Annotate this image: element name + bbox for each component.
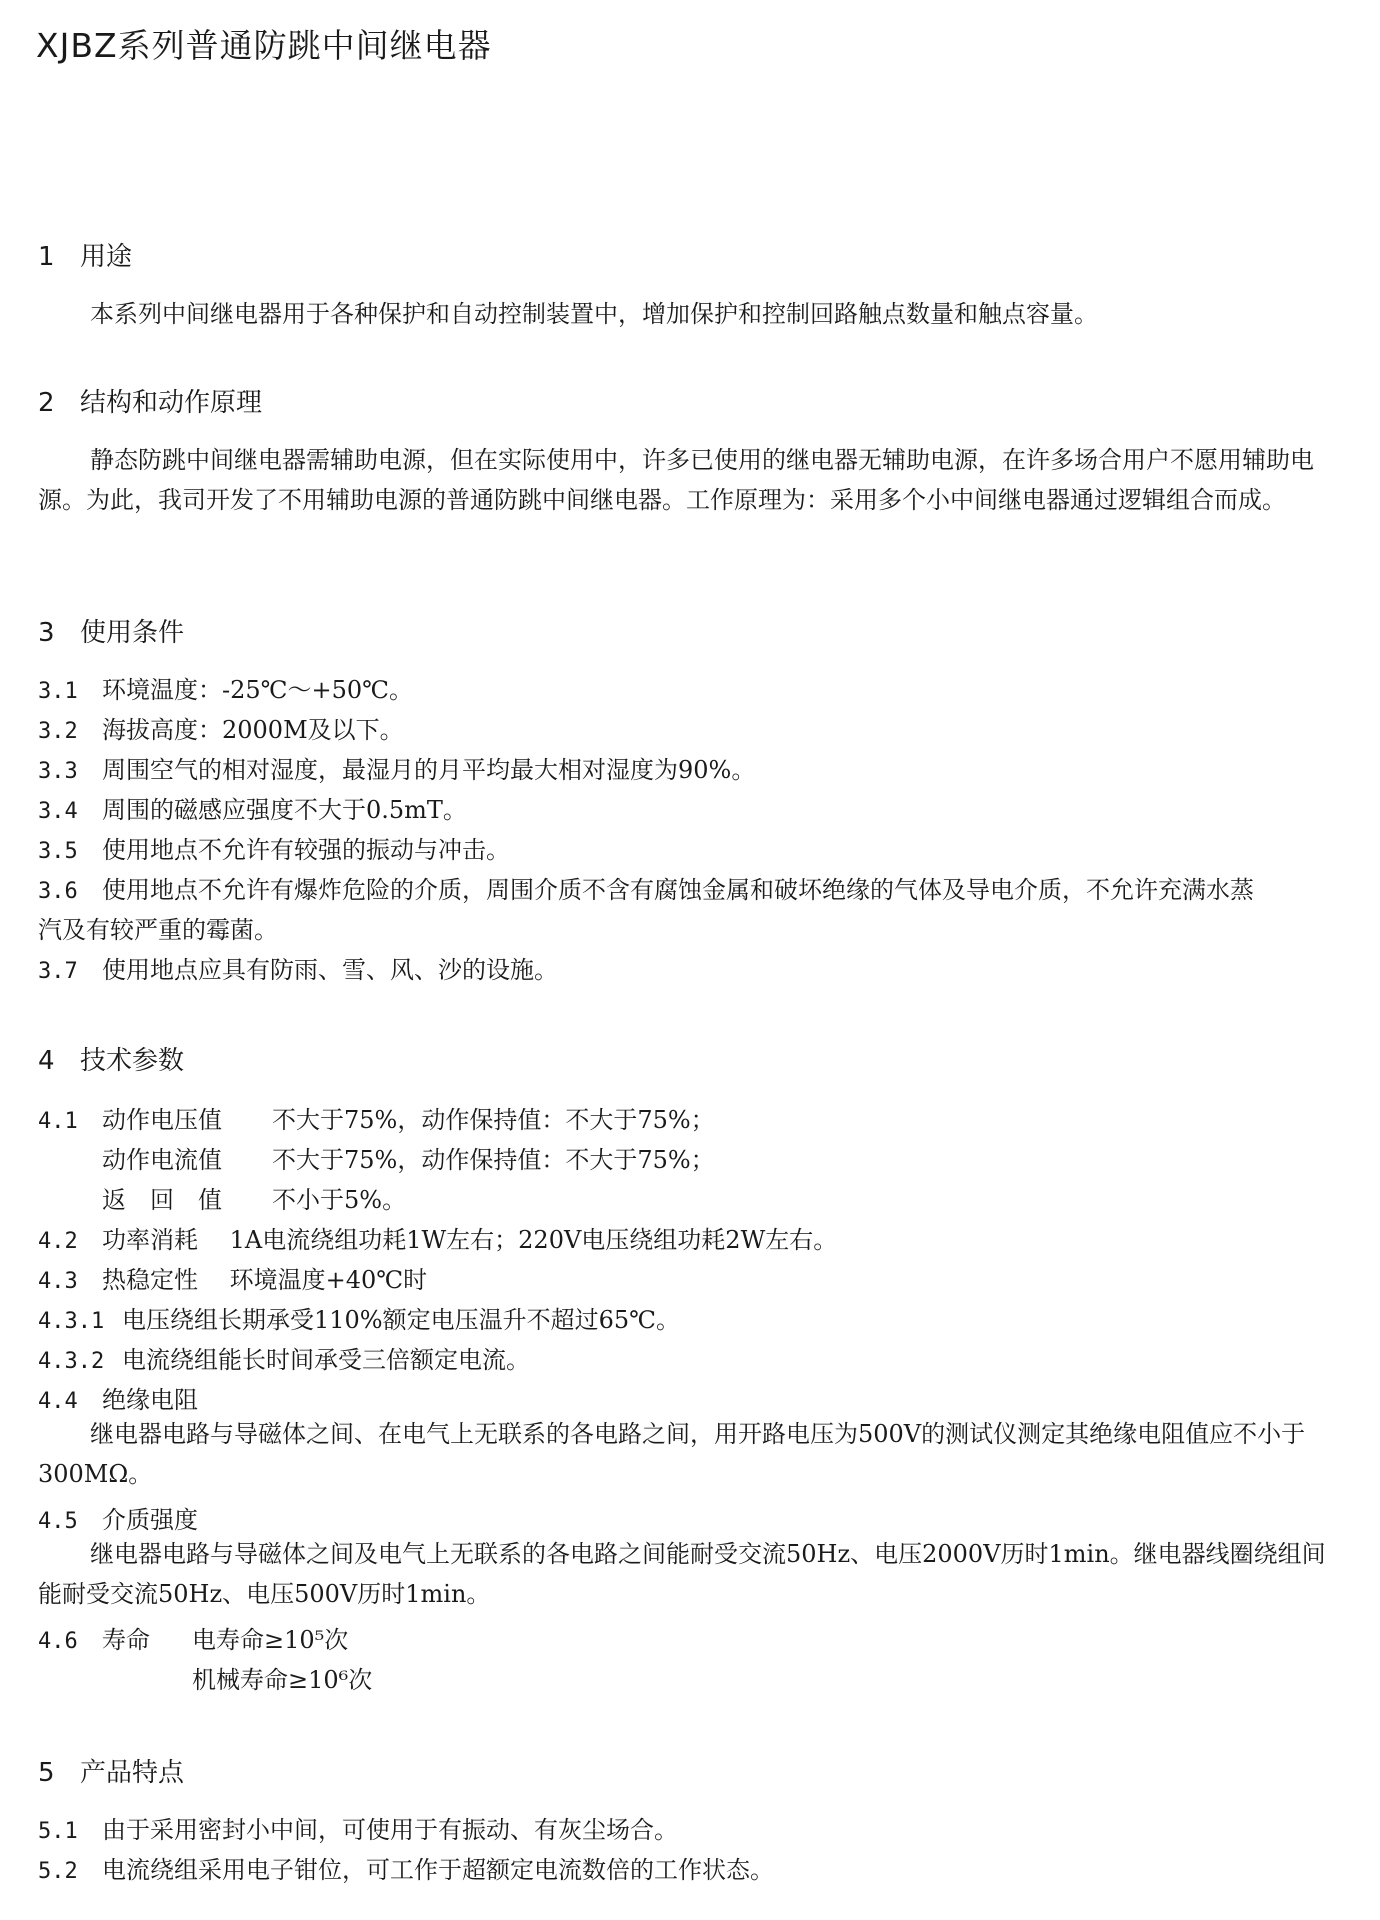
param-value: 不小于5%。 [272,1186,407,1214]
param-row [102,1140,715,1175]
insulation-text: 继电器电路与导磁体之间、在电气上无联系的各电路之间，用开路电压为500V的测试仪测定其绝缘电阻值应不小于300MΩ。 [38,1420,1306,1488]
param-row [38,1220,837,1255]
section-1-heading [38,236,132,273]
list-item [38,670,413,705]
item-text: 环境温度：-25℃～+50℃。 [102,676,413,704]
param-text: 绝缘电阻 [102,1386,198,1414]
section-number: 1 [38,242,55,272]
list-item [38,1810,678,1845]
param-row [102,1180,406,1215]
item-text: 汽及有较严重的霉菌。 [38,916,278,944]
param-row [38,1500,198,1535]
item-text: 使用地点不允许有较强的振动与冲击。 [102,836,510,864]
item-number: 3.7 [38,959,78,984]
item-number: 3.1 [38,679,78,704]
list-item [38,710,404,745]
param-row [38,1380,198,1415]
item-number: 4.2 [38,1229,78,1254]
item-number: 4.3 [38,1269,78,1294]
section-title: 使用条件 [80,618,185,648]
param-label: 寿命 [102,1626,150,1654]
param-row [192,1660,372,1695]
param-value: 不大于75%，动作保持值：不大于75%； [272,1106,715,1134]
item-number: 4.1 [38,1109,78,1134]
section-title: 结构和动作原理 [80,388,263,418]
item-number: 4.3.1 [38,1309,105,1334]
param-row [38,1300,680,1335]
item-number: 3.4 [38,799,78,824]
param-label: 返 回 值 [102,1186,222,1214]
item-number: 3.2 [38,719,78,744]
param-label: 动作电流值 [102,1146,222,1174]
item-number: 5.1 [38,1819,78,1844]
item-number: 3.3 [38,759,78,784]
list-item [38,830,510,865]
item-text: 使用地点应具有防雨、雪、风、沙的设施。 [102,956,558,984]
item-number: 4.5 [38,1509,78,1534]
section-title: 产品特点 [80,1758,185,1788]
section-number: 3 [38,618,55,648]
section-4-heading [38,1040,184,1077]
param-row [38,1260,427,1295]
section-title: 技术参数 [80,1046,185,1076]
list-item [38,790,467,825]
section-title: 用途 [80,242,133,272]
param-text: 电压绕组长期承受110%额定电压温升不超过65℃。 [122,1306,680,1334]
list-item [38,870,1254,905]
item-text: 使用地点不允许有爆炸危险的介质，周围介质不含有腐蚀金属和破坏绝缘的气体及导电介质，不允许充满水蒸 [102,876,1254,904]
item-text: 由于采用密封小中间，可使用于有振动、有灰尘场合。 [102,1816,678,1844]
list-item [38,750,755,785]
param-text: 介质强度 [102,1506,198,1534]
section-5-heading [38,1752,184,1789]
list-item [38,1850,774,1885]
item-text: 海拔高度：2000M及以下。 [102,716,404,744]
document-title: XJBZ系列普通防跳中间继电器 [36,26,492,65]
item-number: 4.3.2 [38,1349,105,1374]
item-number: 4.4 [38,1389,78,1414]
section-2-heading [38,382,262,419]
section-1-text: 本系列中间继电器用于各种保护和自动控制装置中，增加保护和控制回路触点数量和触点容量。 [90,300,1098,328]
param-text: 热稳定性 环境温度+40℃时 [102,1266,428,1294]
item-text: 周围空气的相对湿度，最湿月的月平均最大相对湿度为90%。 [102,756,756,784]
item-number: 4.6 [38,1629,78,1654]
dielectric-text: 继电器电路与导磁体之间及电气上无联系的各电路之间能耐受交流50Hz、电压2000V历时1min。继电器线圈绕组间能耐受交流50Hz、电压500V历时1min。 [38,1540,1326,1608]
list-item-continuation [38,910,278,945]
param-text: 功率消耗 1A电流绕组功耗1W左右；220V电压绕组功耗2W左右。 [102,1226,838,1254]
item-number: 3.6 [38,879,78,904]
param-value: 电寿命≥10⁵次 [192,1626,349,1654]
item-text: 电流绕组采用电子钳位，可工作于超额定电流数倍的工作状态。 [102,1856,774,1884]
item-text: 周围的磁感应强度不大于0.5mT。 [102,796,467,824]
section-number: 5 [38,1758,55,1788]
item-number: 5.2 [38,1859,78,1884]
param-value: 机械寿命≥10⁶次 [192,1666,373,1694]
param-label: 动作电压值 [102,1106,222,1134]
param-value: 不大于75%，动作保持值：不大于75%； [272,1146,715,1174]
section-3-heading [38,612,184,649]
list-item [38,950,558,985]
section-number: 2 [38,388,55,418]
param-row [38,1340,530,1375]
item-number: 3.5 [38,839,78,864]
section-2-text: 静态防跳中间继电器需辅助电源，但在实际使用中，许多已使用的继电器无辅助电源，在许多场合用户不愿用辅助电源。为此，我司开发了不用辅助电源的普通防跳中间继电器。工作原理为：采用多个小中间继电器通过逻辑组合而成。 [38,446,1314,514]
param-row [38,1100,715,1135]
param-text: 电流绕组能长时间承受三倍额定电流。 [122,1346,530,1374]
param-row [38,1620,348,1655]
section-number: 4 [38,1046,55,1076]
